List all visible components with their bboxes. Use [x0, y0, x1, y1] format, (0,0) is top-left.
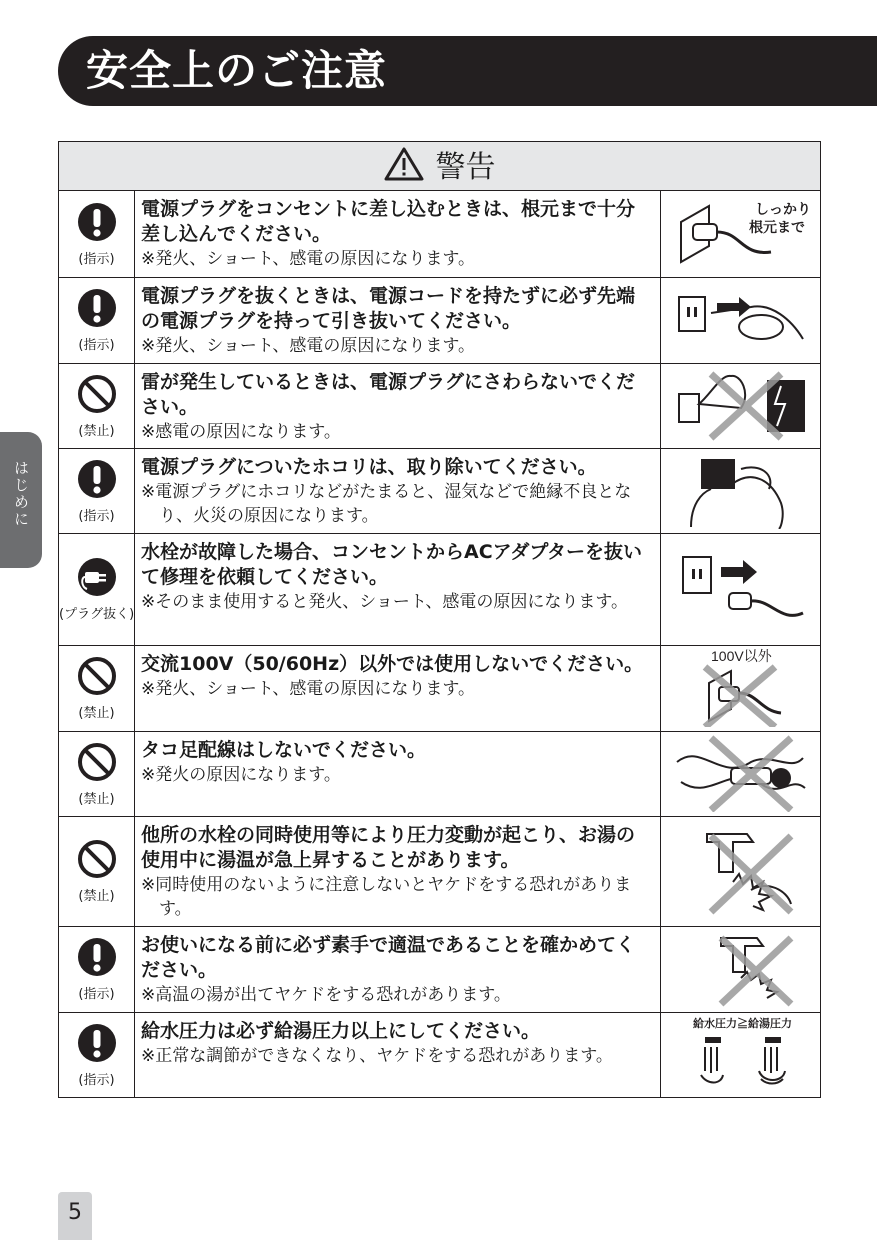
warning-note: ※電源プラグにホコリなどがたまると、湿気などで絶縁不良となり、火災の原因になります。 — [141, 482, 632, 526]
warning-row — [59, 278, 821, 364]
row-text-cell — [135, 1013, 661, 1098]
row-text-cell — [135, 534, 661, 646]
warning-row — [59, 732, 821, 817]
warning-row — [59, 927, 821, 1013]
row-text-cell — [135, 817, 661, 927]
illustration-cell — [661, 191, 821, 278]
warning-main-text: 交流100V（50/60Hz）以外では使用しないでください。 — [141, 653, 644, 675]
warning-row — [59, 646, 821, 732]
warning-main-text: 電源プラグをコンセントに差し込むときは、根元まで十分差し込んでください。 — [141, 198, 636, 245]
prohibition-icon — [77, 399, 117, 418]
warning-main-text: 電源プラグを抜くときは、電源コードを持たずに必ず先端の電源プラグを持って引き抜いてください。 — [141, 285, 636, 332]
icon-label: (指示) — [78, 508, 115, 524]
warning-row — [59, 817, 821, 927]
illustration-cell — [661, 364, 821, 449]
illustration-cell — [661, 817, 821, 927]
row-text-cell — [135, 646, 661, 732]
illustration — [671, 429, 811, 448]
row-icon-cell — [59, 817, 135, 927]
row-text-cell — [135, 278, 661, 364]
row-icon-cell — [59, 449, 135, 534]
warning-main-text: 雷が発生しているときは、電源プラグにさわらないでください。 — [141, 371, 636, 418]
icon-label: (禁止) — [78, 706, 115, 721]
illustration-cell — [661, 1013, 821, 1098]
prohibition-icon — [77, 767, 117, 786]
illustration-cell — [661, 449, 821, 534]
illustration — [671, 201, 811, 276]
icon-label: (プラグ抜く) — [59, 607, 135, 622]
icon-label: (禁止) — [78, 791, 115, 807]
warning-note: ※発火、ショート、感電の原因になります。 — [141, 336, 476, 356]
icon-label: (指示) — [78, 251, 115, 267]
icon-label: (禁止) — [78, 423, 115, 439]
warning-row — [59, 534, 821, 646]
illustration — [671, 797, 811, 816]
warning-note: ※感電の原因になります。 — [141, 422, 341, 442]
pic-caption: しっかり — [754, 201, 811, 217]
row-text-cell — [135, 732, 661, 817]
row-text-cell — [135, 927, 661, 1013]
warning-main-text: 電源プラグについたホコリは、取り除いてください。 — [141, 456, 597, 478]
row-icon-cell — [59, 278, 135, 364]
illustration — [671, 514, 811, 533]
row-icon-cell — [59, 927, 135, 1013]
svg-text:根元まで: 根元まで — [748, 219, 805, 235]
page-number: 5 — [68, 1200, 82, 1225]
warning-row — [59, 191, 821, 278]
warning-note: ※発火、ショート、感電の原因になります。 — [141, 249, 476, 269]
illustration — [671, 905, 811, 924]
illustration — [671, 1018, 811, 1097]
svg-text:給水圧力≧給湯圧力: 給水圧力≧給湯圧力 — [692, 1018, 792, 1030]
prohibition-icon — [77, 864, 117, 883]
instruction-icon — [77, 1048, 117, 1067]
illustration — [671, 647, 811, 731]
illustration — [671, 344, 811, 363]
icon-label: (指示) — [78, 1072, 115, 1088]
row-icon-cell — [59, 1013, 135, 1098]
page-title: 安全上のご注意 — [86, 46, 388, 95]
warning-main-text: 給水圧力は必ず給湯圧力以上にしてください。 — [141, 1020, 541, 1042]
unplug-icon — [77, 582, 117, 601]
warning-row — [59, 1013, 821, 1098]
warning-main-text: タコ足配線はしないでください。 — [141, 739, 427, 761]
illustration-cell — [661, 732, 821, 817]
row-text-cell — [135, 449, 661, 534]
icon-label: (指示) — [78, 338, 115, 353]
warning-table — [58, 141, 821, 1098]
illustration-cell — [661, 534, 821, 646]
illustration — [671, 618, 811, 637]
warning-main-text: お使いになる前に必ず素手で適温であることを確かめてください。 — [141, 934, 636, 981]
illustration-cell — [661, 278, 821, 364]
warning-note: ※発火の原因になります。 — [141, 765, 341, 785]
svg-text:100V以外: 100V以外 — [710, 647, 772, 664]
row-text-cell — [135, 364, 661, 449]
instruction-icon — [77, 227, 117, 246]
side-tab-label: はじめに — [12, 460, 30, 528]
warning-header — [59, 142, 821, 191]
instruction-icon — [77, 962, 117, 981]
row-icon-cell — [59, 646, 135, 732]
icon-label: (禁止) — [78, 889, 115, 904]
row-icon-cell — [59, 534, 135, 646]
warning-row — [59, 364, 821, 449]
warning-main-text: 水栓が故障した場合、コンセントからACアダプターを抜いて修理を依頼してください。 — [141, 541, 642, 588]
warning-title: 警告 — [435, 150, 496, 185]
prohibition-icon — [77, 681, 117, 700]
illustration-cell — [661, 646, 821, 732]
warning-note: ※そのまま使用すると発火、ショート、感電の原因になります。 — [141, 592, 629, 612]
warning-main-text: 他所の水栓の同時使用等により圧力変動が起こり、お湯の使用中に湯温が急上昇することがあります。 — [141, 824, 636, 871]
instruction-icon — [77, 484, 117, 503]
row-icon-cell — [59, 364, 135, 449]
row-icon-cell — [59, 732, 135, 817]
warning-note: ※正常な調節ができなくなり、ヤケドをする恐れがあります。 — [141, 1046, 613, 1066]
row-icon-cell — [59, 191, 135, 278]
instruction-icon — [77, 313, 117, 332]
illustration-cell — [661, 927, 821, 1013]
icon-label: (指示) — [78, 987, 115, 1002]
warning-triangle-icon — [384, 146, 424, 182]
warning-row — [59, 449, 821, 534]
illustration — [671, 993, 811, 1012]
warning-note: ※同時使用のないように注意しないとヤケドをする恐れがあります。 — [141, 875, 632, 919]
row-text-cell — [135, 191, 661, 278]
warning-note: ※高温の湯が出てヤケドをする恐れがあります。 — [141, 985, 511, 1005]
warning-note: ※発火、ショート、感電の原因になります。 — [141, 679, 476, 699]
